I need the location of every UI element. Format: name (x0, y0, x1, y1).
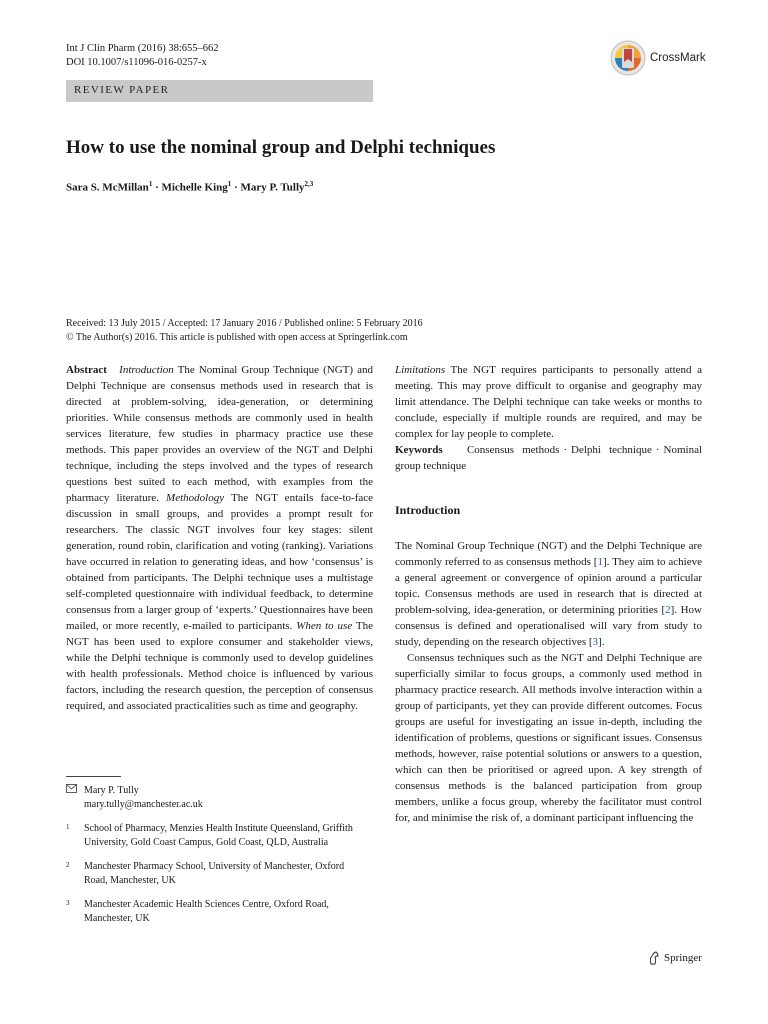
journal-citation (66, 42, 219, 70)
abstract-method-label: Methodology (166, 492, 225, 504)
article-type-banner: REVIEW PAPER (66, 80, 373, 102)
introduction-paragraph-1 (395, 538, 702, 650)
history-dates: Received: 13 July 2015 / Accepted: 17 January 2016 / Published online: 5 February 2016 (66, 318, 423, 329)
affiliation-text: Manchester Academic Health Sciences Centre, Oxford Road, Manchester, UK (84, 899, 329, 924)
abstract-intro-label: Introduction (119, 364, 174, 376)
keywords (395, 442, 702, 474)
author-list (66, 180, 313, 194)
abstract-limit-label: Limitations (395, 364, 446, 376)
affiliation-text: Manchester Pharmacy School, University of Manchester, Oxford Road, Manchester, UK (84, 861, 345, 886)
doi-line[interactable]: DOI 10.1007/s11096-016-0257-x (66, 57, 207, 68)
crossmark-label: CrossMark (650, 52, 706, 64)
author-name[interactable]: Mary P. Tully (240, 181, 305, 194)
affiliation-item (66, 822, 366, 849)
footnote-divider (66, 776, 121, 777)
abstract-column (66, 362, 373, 714)
contact-email[interactable]: mary.tully@manchester.ac.uk (84, 799, 203, 810)
affiliation-number: 3 (66, 899, 70, 907)
abstract-label: Abstract (66, 364, 107, 376)
abstract-when-label: When to use (296, 620, 353, 632)
publisher-name: Springer (664, 952, 702, 964)
journal-line: Int J Clin Pharm (2016) 38:655–662 (66, 43, 219, 54)
crossmark-icon (610, 40, 646, 76)
abstract (66, 362, 373, 714)
keyword: Nominal group technique (395, 444, 703, 472)
reference-link[interactable]: 3 (592, 636, 599, 648)
right-column (395, 362, 702, 826)
keyword: Consensus methods (466, 444, 560, 456)
introduction-paragraph-2: Consensus techniques such as the NGT and Delphi Technique are superficially similar to focus groups, a commonly used method in pharmacy practice research. All methods involve interaction within a group of participants, yet they can provide different outcomes. Focus groups are useful for investigating an issue in-depth, including the identification of problems, questions or significant issues. Consensus methods, however, raise potential solutions or answers to a question, which can then be prioritised or agreed upon. A key strength of consensus methods is the balanced participation from group members, unlike a focus group, whereby the facilitator must control for, and minimise the risk of, a dominant participant influencing the (395, 652, 702, 824)
affiliation-text: School of Pharmacy, Menzies Health Institute Queensland, Griffith University, Gold Coast Campus, Gold Coast, QLD, Australia (84, 823, 353, 848)
abstract-when-text: The NGT has been used to explore consumer and stakeholder views, while the Delphi technique is commonly used to develop guidelines with health professionals. Method choice is influenced by various factors, including the research question, the perception of consensus required, and associated practicalities such as time and geography. (66, 620, 374, 712)
author-name[interactable]: Michelle King (161, 181, 228, 194)
contact-name: Mary P. Tully (84, 785, 139, 796)
abstract-continued (395, 362, 702, 442)
keyword: Delphi technique (571, 444, 652, 456)
publisher-logo (648, 951, 702, 965)
article-title: How to use the nominal group and Delphi techniques (66, 137, 496, 158)
author-affiliation: 1 (227, 180, 232, 188)
author-separator: · (155, 181, 159, 194)
corresponding-author (66, 784, 203, 812)
intro-text: The Nominal Group Technique (NGT) and the Delphi Technique are commonly referred to as consensus methods [ (395, 540, 702, 568)
intro-text: ]. (598, 636, 605, 648)
introduction-heading: Introduction (395, 503, 461, 517)
publication-dates (66, 317, 423, 345)
keyword-separator: · (563, 444, 568, 456)
reference-link[interactable]: 2 (665, 604, 671, 616)
abstract-intro-text: The Nominal Group Technique (NGT) and Delphi Technique are consensus methods used in research that is directed at problem-solving, idea-generation, or determining priorities. While consensus methods are commonly used in health services literature, few studies in pharmacy practice use these methods. This paper provides an overview of the NGT and Delphi technique, including the steps involved and the types of research questions best suited to each method, with examples from the pharmacy literature. (66, 364, 374, 504)
copyright-line: © The Author(s) 2016. This article is published with open access at Springerlink.com (66, 332, 408, 343)
affiliation-number: 1 (66, 823, 70, 831)
springer-horse-icon (648, 951, 660, 965)
abstract-method-text: The NGT entails face-to-face discussion in small groups, and provides a prompt result for researchers. The classic NGT involves four key stages: silent generation, round robin, clarification and voting (ranking). Variations have occurred in relation to generating ideas, and how ‘consensus’ is obtained from participants. The Delphi technique uses a multistage self-completed questionnaire with individual feedback, to determine consensus from a larger group of ‘experts.’ Questionnaires have been mailed, or more recently, e-mailed to participants. (66, 492, 373, 632)
affiliations (66, 822, 366, 936)
keyword-separator: · (655, 444, 660, 456)
reference-link[interactable]: 1 (597, 556, 603, 568)
author-affiliation: 2,3 (304, 180, 314, 188)
intro-text: ]. They aim to achieve a general agreement or convergence of opinion around a particular topic. Consensus methods are used in research that is directed at problem-solving, idea-generation, or determining priorities [ (395, 556, 702, 616)
envelope-icon (66, 784, 84, 798)
author-name[interactable]: Sara S. McMillan (66, 181, 149, 194)
affiliation-item (66, 860, 366, 887)
author-separator: · (234, 181, 238, 194)
crossmark-badge[interactable] (610, 40, 706, 76)
author-affiliation: 1 (148, 180, 153, 188)
abstract-limit-text: The NGT requires participants to personally attend a meeting. This may prove difficult to organise and geography may limit attendance. The Delphi technique can take weeks or months to conclude, especially if multiple rounds are required, and may be complex for lay people to complete. (395, 364, 702, 440)
keywords-label: Keywords (395, 444, 443, 456)
intro-text: ]. How consensus is defined and operationalised will vary from study to study, depending on the research objectives [ (395, 604, 702, 648)
affiliation-number: 2 (66, 861, 70, 869)
affiliation-item (66, 898, 366, 925)
